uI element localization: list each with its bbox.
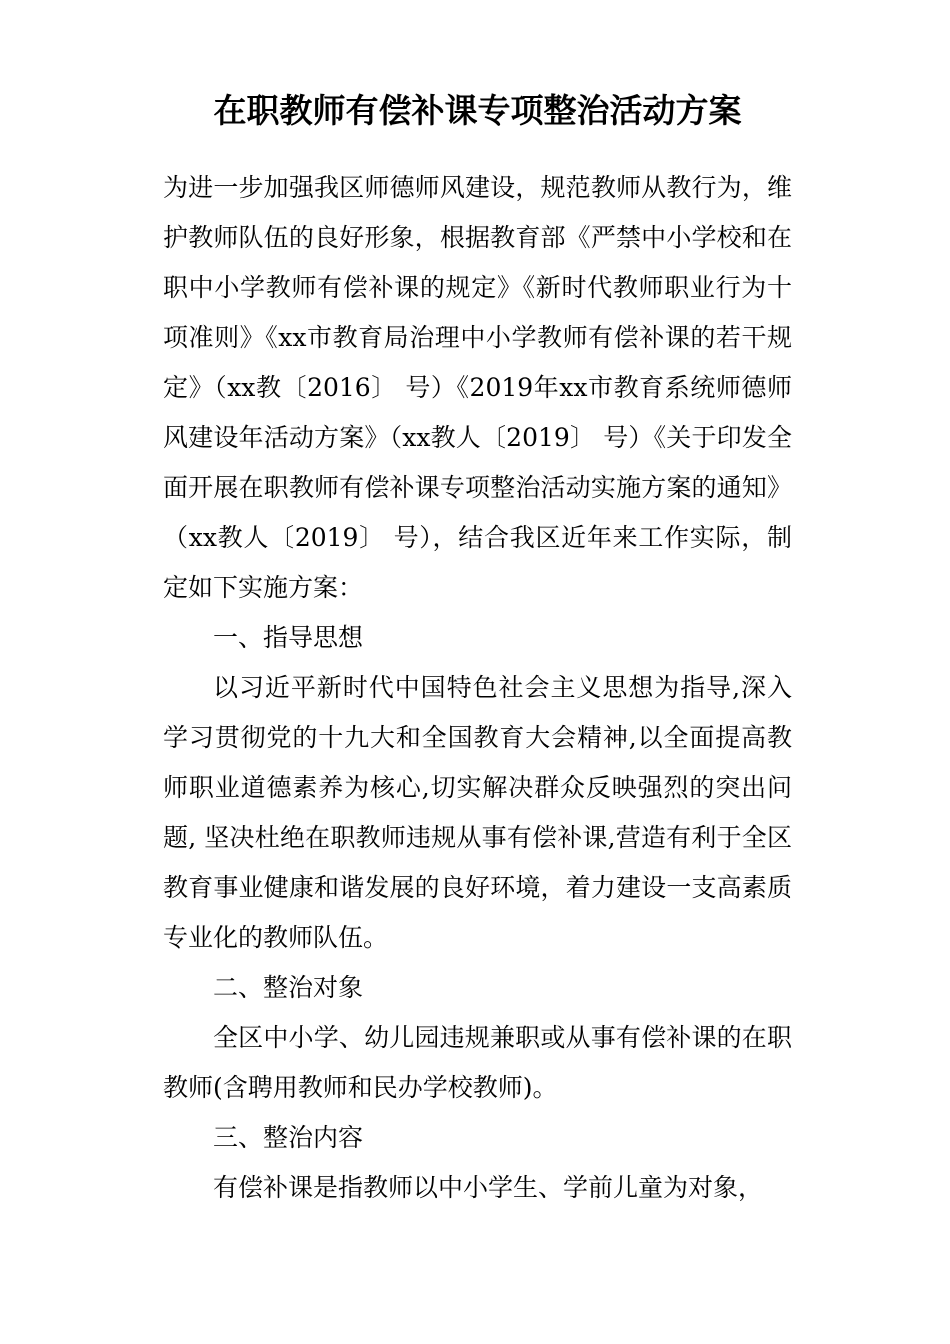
- guiding-ideology-paragraph: 以习近平新时代中国特色社会主义思想为指导,深入学习贯彻党的十九大和全国教育大会精神,以全面提高教师职业道德素养为核心,切实解决群众反映强烈的突出问题, 坚决杜绝在职教师违规从事有偿补课,营造有利于全区教育事业健康和谐发展的良好环境，着力建设一支高素质专业化的教师队伍。: [163, 673, 792, 952]
- targets-paragraph: 全区中小学、幼儿园违规兼职或从事有偿补课的在职教师(含聘用教师和民办学校教师)。: [163, 1023, 792, 1102]
- document-title: 在职教师有偿补课专项整治活动方案: [213, 91, 742, 130]
- section-heading-guiding-ideology: 一、指导思想: [213, 623, 364, 652]
- section-heading-targets: 二、整治对象: [213, 973, 364, 1002]
- content-paragraph: 有偿补课是指教师以中小学生、学前儿童为对象，: [213, 1173, 764, 1202]
- section-heading-content: 三、整治内容: [213, 1123, 364, 1152]
- document-body: [163, 163, 792, 1213]
- intro-paragraph: 为进一步加强我区师德师风建设，规范教师从教行为，维护教师队伍的良好形象，根据教育部《严禁中小学校和在职中小学教师有偿补课的规定》《新时代教师职业行为十项准则》《xx市教育局治理中小学教师有偿补课的若干规定》（xx教〔2016〕 号）《2019年xx市教育系统师德师风建设年活动方案》（xx教人〔2019〕 号）《关于印发全面开展在职教师有偿补课专项整治活动实施方案的通知》（xx教人〔2019〕 号），结合我区近年来工作实际，制定如下实施方案：: [163, 173, 792, 602]
